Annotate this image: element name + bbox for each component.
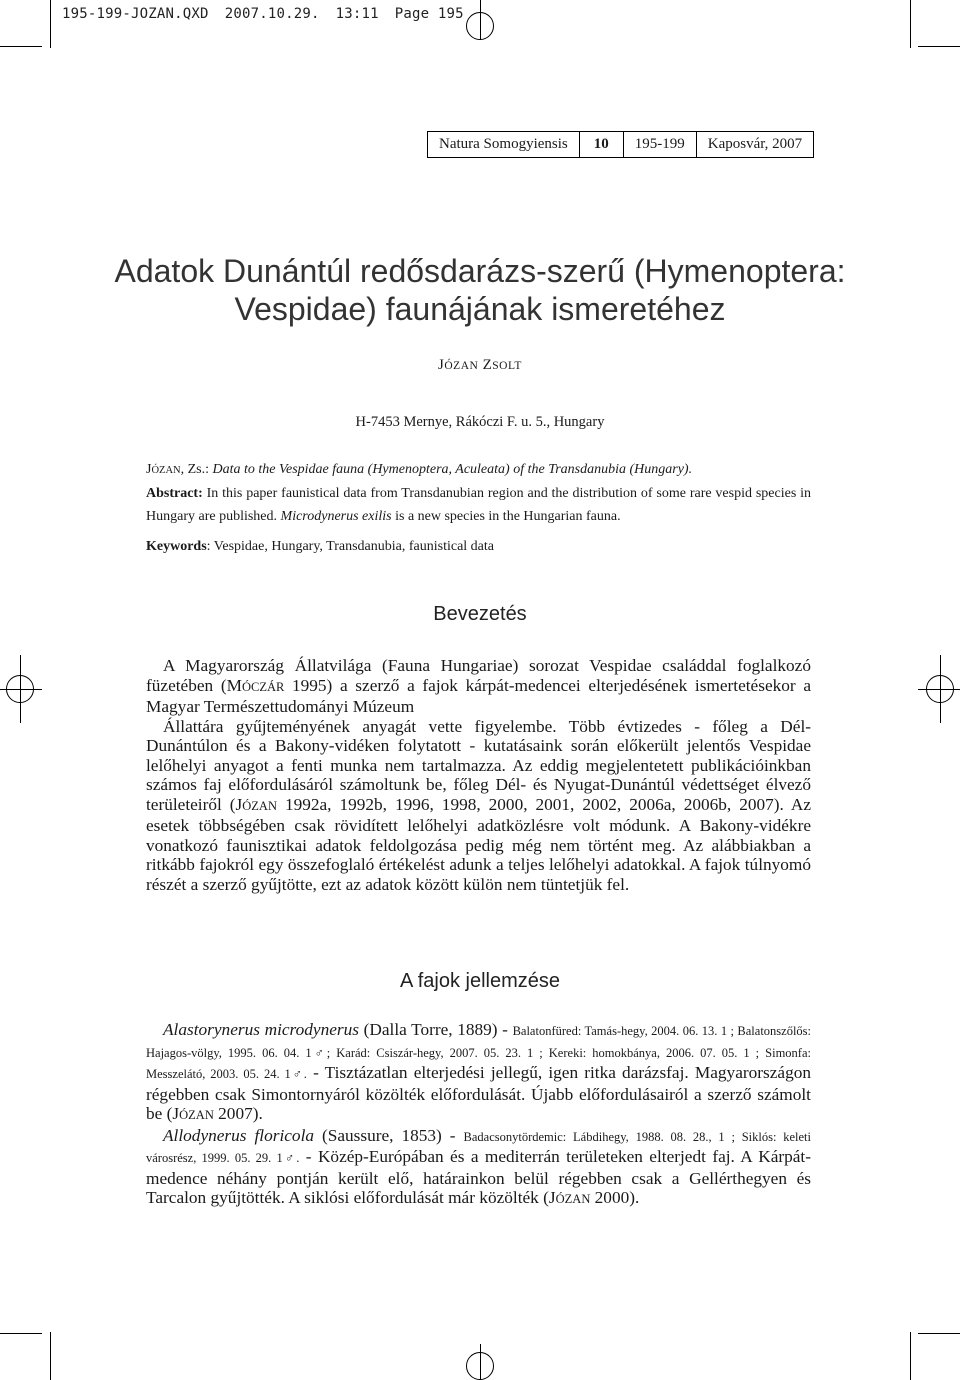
article-title [110, 252, 850, 328]
species-name: Microdynerus exilis [280, 509, 392, 524]
species-name: Allodynerus floricola [163, 1125, 315, 1145]
keywords: Keywords: Vespidae, Hungary, Transdanubia, faunistical data [146, 539, 494, 554]
journal-header [427, 131, 814, 158]
crop-mark [50, 1332, 51, 1380]
slug-file: 195-199-JOZAN.QXD [62, 6, 209, 22]
crop-mark [918, 46, 960, 47]
title-line: Vespidae) faunájának ismeretéhez [234, 291, 726, 327]
author-address: H-7453 Mernye, Rákóczi F. u. 5., Hungary [355, 414, 605, 430]
paragraph: A Magyarország Állatvilága (Fauna Hungariae) sorozat Vespidae családdal foglalkozó füzetében (MÓCZÁR 1995) a szerző a fajok kárpát-medencei elterjedésének ismertetésekor a Magyar Természettudományi Múzeum [146, 656, 811, 716]
keywords-label: Keywords [146, 539, 207, 554]
slug-page: Page 195 [394, 6, 464, 22]
crop-mark [50, 0, 51, 48]
section-heading: Bevezetés [433, 603, 527, 625]
section-heading: A fajok jellemzése [399, 970, 561, 992]
species-name: Alastorynerus microdynerus [163, 1020, 359, 1039]
author-name: JÓZAN ZSOLT [438, 357, 522, 373]
abstract: Abstract: In this paper faunistical data from Transdanubian region and the distribution of some rare vespid species in Hungary are published. Microdynerus exilis is a new species in the Hungarian fauna. [146, 486, 812, 524]
locality-data: Badacsonytördemic: Lábdihegy, 1988. 08. 28., 1 ; Siklós: keleti városrész, 1999. 05. 29. 1♂. [146, 1129, 811, 1165]
crop-mark [0, 1333, 42, 1334]
journal-place-year: Kaposvár, 2007 [707, 136, 803, 152]
section-body [146, 656, 811, 894]
abstract-label: Abstract: [146, 486, 203, 501]
crop-mark [918, 1333, 960, 1334]
species-entry: Allodynerus floricola (Saussure, 1853) - Badacsonytördemic: Lábdihegy, 1988. 08. 28., 1 ; Siklós: keleti városrész, 1999. 05. 29. 1♂. - Közép-Európában és a mediterrán területeken elterjedt faj. A Kárpát-medence néhány pontján került elő, határainkon belül régebben csak a Gellérthegyen és Tarcalon gyűjtötték. A siklósi előfordulását már közölték (JÓZAN 2000). [146, 1125, 811, 1207]
print-slug [62, 6, 480, 22]
registration-mark [466, 1352, 494, 1380]
paragraph: Állattára gyűjteményének anyagát vette figyelembe. Több évtizedes - főleg a Dél-Dunántúlon és a Bakony-vidéken folytatott - kutatásaink során előkerült jelentős Vespidae lelőhelyi anyagot a fenti munka nem tartalmazza. Az eddig megjelentetett publikációinkban számos faj előfordulásáról számoltunk be, főleg Dél- és Nyugat-Dunántúl védettséget élvező területeiről (JÓZAN 1992a, 1992b, 1996, 1998, 2000, 2001, 2002, 2006a, 2006b, 2007). Az esetek többségében csak rövidített lelőhelyi adatközlésre volt módunk. A Bakony-vidékre vonatkozó faunisztikai adatok feldolgozása pedig még nem történt meg. Az alábbiakban a ritkább fajokról egy összefoglaló értékelést adunk a teljes lelőhelyi adatokkal. A fajok túlnyomó részét a szerző gyűjtötte, ezt az adatok között külön nem tüntetjük fel. [146, 716, 811, 894]
slug-time: 13:11 [335, 6, 379, 22]
section-body [146, 1020, 811, 1210]
species-entry: Alastorynerus microdynerus (Dalla Torre, 1889) - Balatonfüred: Tamás-hegy, 2004. 06. 13. 1 ; Balatonszőlős: Hajagos-völgy, 1995. 06. 04. 1♂; Karád: Csiszár-hegy, 2007. 05. 23. 1 ; Kereki: homokbánya, 2006. 07. 05. 1 ; Simonfa: Messzelátó, 2003. 05. 24. 1♂. - Tisztázatlan elterjedési jellegű, igen ritka darázsfaj. Magyarországon régebben csak Simontornyáról közölték előfordulását. Újabb előfordulásairól a szerző számolt be (JÓZAN 2007). [146, 1020, 812, 1123]
registration-mark [466, 12, 494, 40]
locality-data: Balatonfüred: Tamás-hegy, 2004. 06. 13. 1 ; Balatonszőlős: Hajagos-völgy, 1995. 06. 04. 1♂; Karád: Csiszár-hegy, 2007. 05. 23. 1 ; Kereki: homokbánya, 2006. 07. 05. 1 ; Simonfa: Messzelátó, 2003. 05. 24. 1♂. [146, 1024, 812, 1081]
journal-volume: 10 [580, 132, 624, 157]
crop-mark [910, 0, 911, 48]
crop-mark [0, 46, 42, 47]
registration-mark [6, 675, 34, 703]
crop-mark [910, 1332, 911, 1380]
citation: JÓZAN, Zs.: Data to the Vespidae fauna (Hymenoptera, Aculeata) of the Transdanubia (Hungary). [146, 462, 693, 477]
citation-title: Data to the Vespidae fauna (Hymenoptera, Aculeata) of the Transdanubia (Hungary). [212, 462, 693, 477]
journal-pages: 195-199 [624, 132, 697, 157]
registration-mark [926, 675, 954, 703]
journal-name: Natura Somogyiensis [428, 132, 580, 157]
slug-date: 2007.10.29. [224, 6, 320, 22]
title-line: Adatok Dunántúl redősdarázs-szerű (Hymenoptera: [114, 253, 846, 289]
abstract-block [146, 458, 811, 528]
